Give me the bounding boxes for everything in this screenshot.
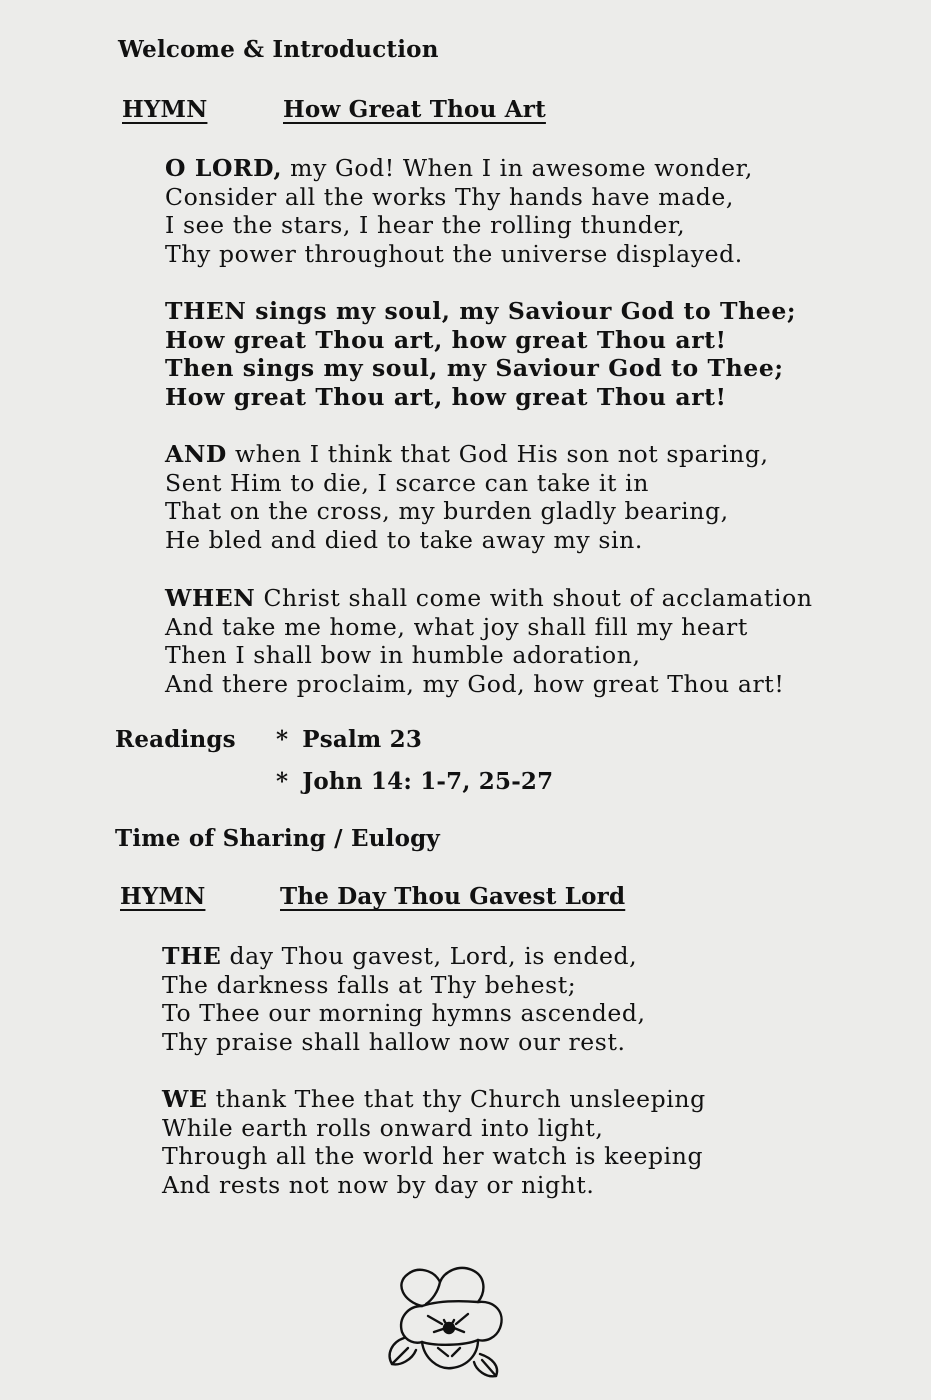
stanza-line: While earth rolls onward into light, bbox=[162, 1113, 604, 1142]
stanza-line: That on the cross, my burden gladly bearing, bbox=[165, 497, 729, 525]
hymn1-title: How Great Thou Art bbox=[283, 96, 546, 123]
reading-text: Psalm 23 bbox=[302, 726, 423, 753]
stanza-line: And take me home, what joy shall fill my heart bbox=[165, 612, 748, 641]
chorus-line: How great Thou art, how great Thou art! bbox=[165, 382, 727, 411]
stanza-line: Sent Him to die, I scarce can take it in bbox=[165, 468, 649, 497]
hymn2-stanza-2 bbox=[162, 1085, 706, 1199]
hymn1-stanza-2 bbox=[165, 440, 769, 554]
line-text: my God! When I in awesome wonder, bbox=[282, 154, 753, 182]
stanza-line: And rests not now by day or night. bbox=[162, 1170, 595, 1199]
line-text: when I think that God His son not sparing, bbox=[226, 440, 769, 468]
readings-label: Readings bbox=[115, 726, 236, 753]
hymn1-stanza-3 bbox=[165, 584, 813, 698]
stanza-line bbox=[162, 942, 646, 971]
stanza-line: Consider all the works Thy hands have made, bbox=[165, 182, 734, 211]
stanza-line: To Thee our morning hymns ascended, bbox=[162, 999, 646, 1027]
stanza-lead-word: WHEN bbox=[165, 584, 256, 612]
hymn1-chorus bbox=[165, 297, 796, 411]
stanza-line: And there proclaim, my God, how great Thou art! bbox=[165, 669, 785, 698]
chorus-line: THEN sings my soul, my Saviour God to Thee; bbox=[165, 297, 797, 325]
stanza-line bbox=[162, 1085, 706, 1114]
line-text: Christ shall come with shout of acclamation bbox=[255, 584, 813, 612]
stanza-line: I see the stars, I hear the rolling thunder, bbox=[165, 211, 686, 239]
line-text: thank Thee that thy Church unsleeping bbox=[207, 1085, 706, 1113]
line-text: day Thou gavest, Lord, is ended, bbox=[221, 942, 638, 970]
stanza-line: Then I shall bow in humble adoration, bbox=[165, 641, 641, 669]
reading-text: John 14: 1-7, 25-27 bbox=[302, 768, 554, 795]
hymn2-stanza-1 bbox=[162, 942, 646, 1056]
bullet-icon: * bbox=[276, 768, 289, 795]
stanza-lead-word: AND bbox=[165, 440, 227, 468]
stanza-line: Through all the world her watch is keeping bbox=[162, 1142, 704, 1170]
stanza-line bbox=[165, 584, 813, 613]
stanza-lead-word: WE bbox=[162, 1085, 208, 1113]
stanza-line: The darkness falls at Thy behest; bbox=[162, 970, 577, 999]
stanza-line: Thy power throughout the universe displayed. bbox=[165, 239, 743, 268]
chorus-line: How great Thou art, how great Thou art! bbox=[165, 325, 727, 354]
hymn2-title: The Day Thou Gavest Lord bbox=[280, 883, 626, 910]
hymn1-stanza-1 bbox=[165, 154, 753, 268]
stanza-lead-word: O LORD, bbox=[165, 154, 283, 182]
stanza-lead-word: THE bbox=[162, 942, 222, 970]
welcome-heading: Welcome & Introduction bbox=[118, 36, 439, 63]
hymn1-label: HYMN bbox=[122, 96, 208, 123]
sharing-heading: Time of Sharing / Eulogy bbox=[115, 825, 440, 852]
stanza-line: He bled and died to take away my sin. bbox=[165, 525, 643, 554]
stanza-line bbox=[165, 440, 769, 469]
pansy-flower-icon bbox=[382, 1262, 512, 1382]
stanza-line: Thy praise shall hallow now our rest. bbox=[162, 1027, 626, 1056]
reading-item-1 bbox=[276, 726, 422, 753]
bullet-icon: * bbox=[276, 726, 289, 753]
reading-item-2 bbox=[276, 768, 553, 795]
hymn2-label: HYMN bbox=[120, 883, 206, 910]
chorus-line: Then sings my soul, my Saviour God to Thee; bbox=[165, 354, 784, 382]
stanza-line bbox=[165, 154, 753, 183]
